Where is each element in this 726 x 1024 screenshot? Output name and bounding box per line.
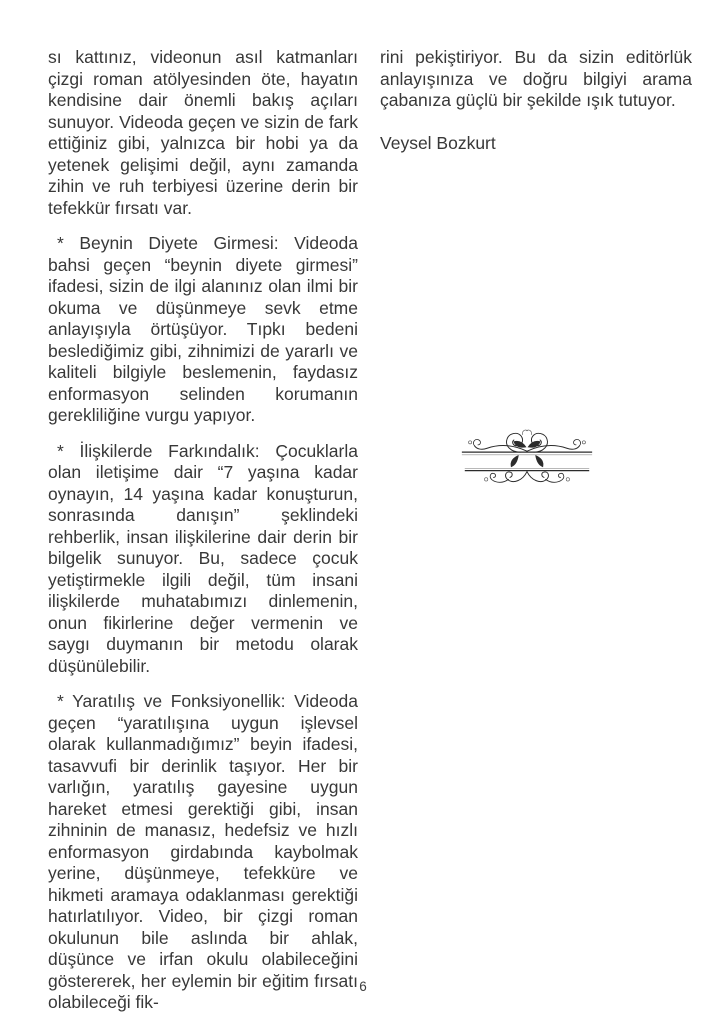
byline: Veysel Bozkurt <box>380 132 496 153</box>
left-column <box>48 47 358 1024</box>
right-column <box>380 47 692 1024</box>
paragraph: rini pekiştiriyor. Bu da sizin editörlük anlayışınıza ve doğru bilgiyi arama çabanıza güçlü bir şekilde ışık tutuyor. <box>380 47 692 110</box>
flourish-ornament-icon <box>371 422 683 492</box>
paragraph: * İlişkilerde Farkındalık: Çocuklarla olan iletişime dair “7 yaşına kadar oynayın, 14 yaşına kadar konuşturun, sonrasında danışın” şeklindeki rehberlik, insan ilişkilerine dair derin bir bilgelik sunuyor. Bu, sadece çocuk yetiştirmekle ilgili değil, tüm insani ilişkilerde muhatabımızı dinlemenin, onun fikirlerine değer vermenin ve saygı duymanın bir metodu olarak düşünülebilir. <box>48 440 358 676</box>
flourish-svg <box>454 422 600 492</box>
paragraph: * Beynin Diyete Girmesi: Videoda bahsi geçen “beynin diyete girmesi” ifadesi, sizin de ilgi alanınız olan ilmi bir okuma ve düşünmeye sevk etme anlayışıyla örtüşüyor. Tıpkı bedeni beslediğimiz gibi, zihnimizi de yararlı ve kaliteli bilgiyle beslemenin, faydasız enformasyon selinden korumanın gerekliliğine vurgu yapıyor. <box>48 233 358 425</box>
paragraph: sı kattınız, videonun asıl katmanları çizgi roman atölyesinden öte, hayatın kendisine dair önemli bakış açıları sunuyor. Videoda geçen ve sizin de fark ettiğiniz gibi, yalnızca bir hobi ya da yetenek gelişimi değil, aynı zamanda zihin ve ruh terbiyesi üzerine derin bir tefekkür fırsatı var. <box>48 47 358 218</box>
paragraph: * Yaratılış ve Fonksiyonellik: Videoda geçen “yaratılışına uygun işlevsel olarak kullanmadığımız” beyin ifadesi, tasavvufi bir derinlik taşıyor. Her bir varlığın, yaratılış gayesine uygun hareket etmesi gerektiği gibi, insan zihninin de manasız, hedefsiz ve hızlı enformasyon girdabında kaybolmak yerine, düşünmeye, tefekküre ve hikmeti aramaya odaklanması gerektiği hatırlatılıyor. Video, bir çizgi roman okulunun bile aslında bir ahlak, düşünce ve irfan okulu olabileceğini göstererek, her eylemin bir eğitim fırsatı olabileceği fik- <box>48 691 358 1012</box>
page-number: 6 <box>359 979 367 994</box>
